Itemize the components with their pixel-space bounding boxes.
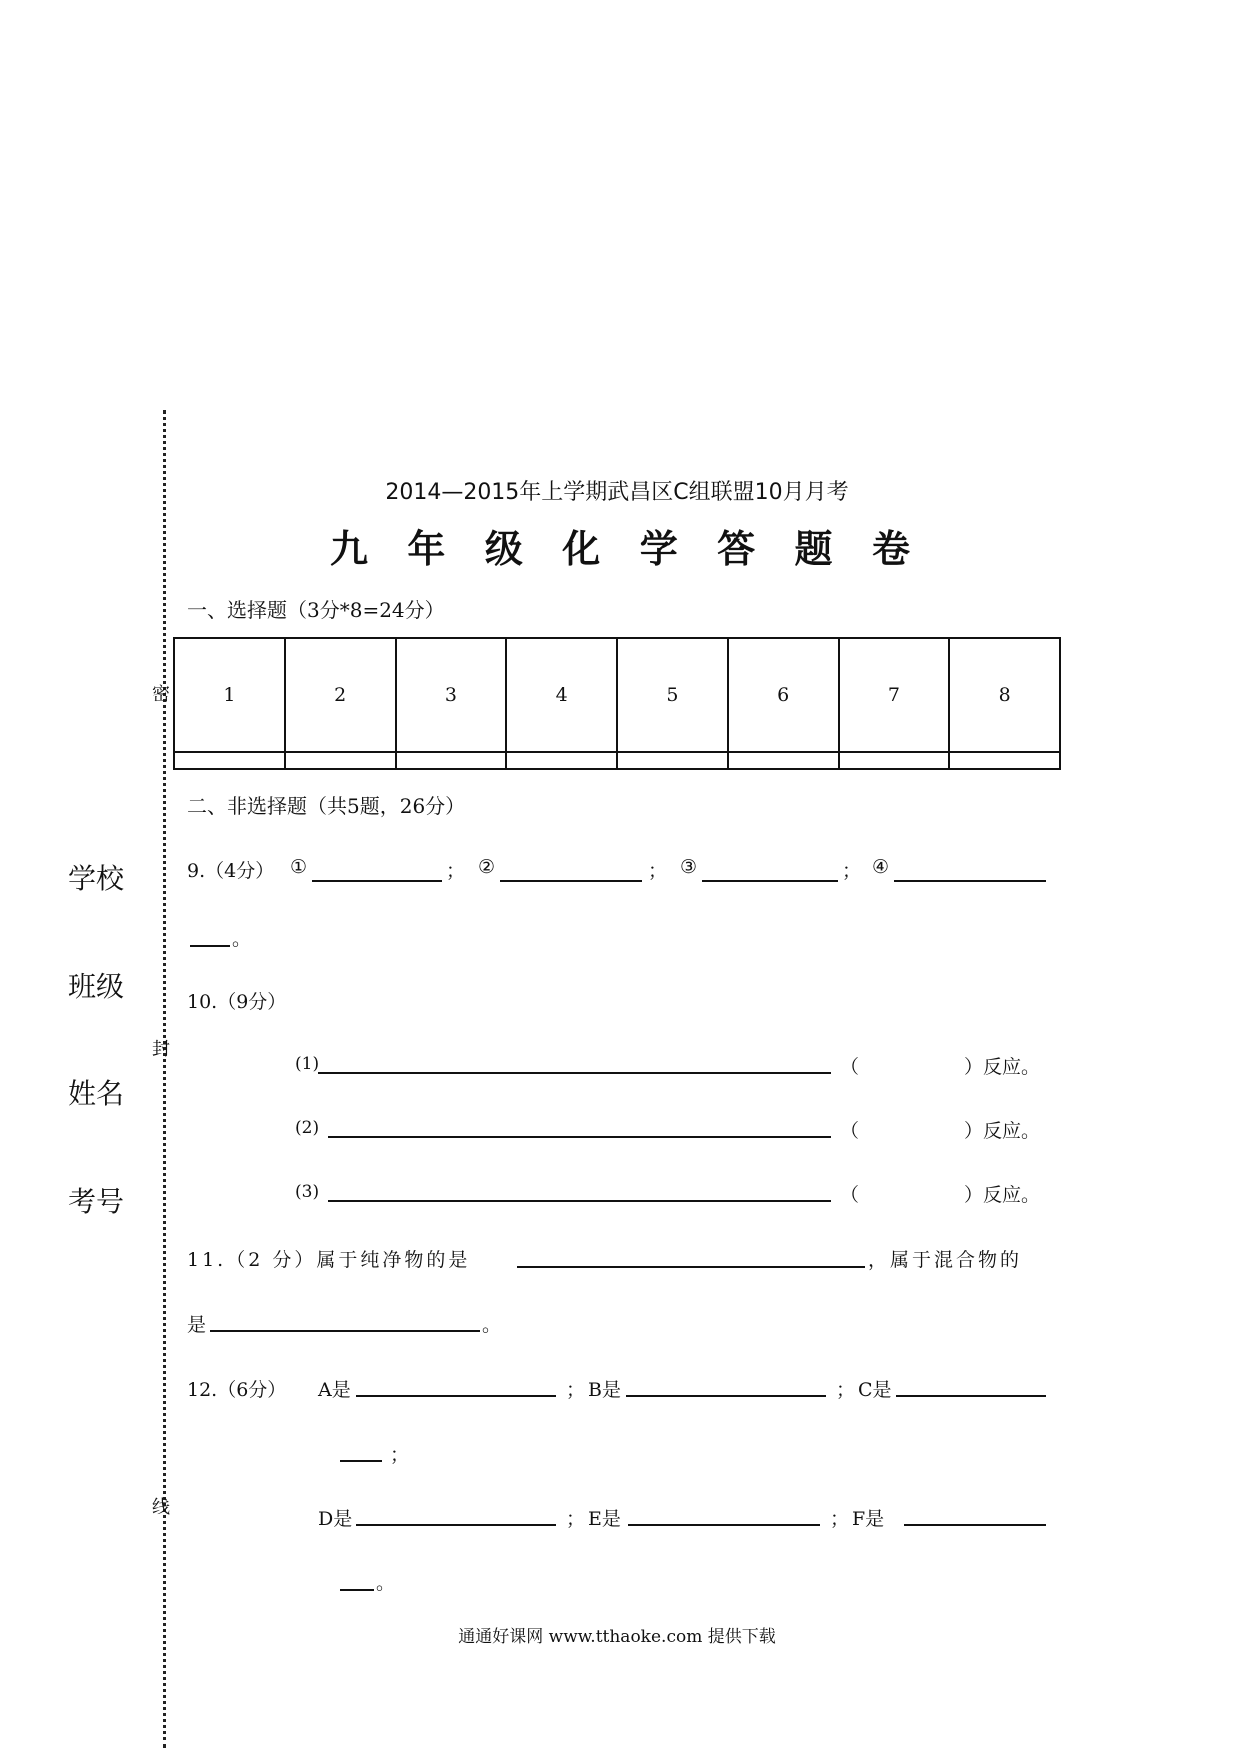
q10-reaction-type-1: ）反应。 bbox=[964, 1056, 1041, 1078]
q12-sep: ； bbox=[390, 1444, 410, 1466]
answer-row bbox=[174, 752, 1060, 769]
q10-label: 10.（9分） bbox=[187, 991, 287, 1013]
q11-end: 。 bbox=[482, 1314, 502, 1336]
q10-reaction-type-3: ）反应。 bbox=[964, 1184, 1041, 1206]
q12-label: 12.（6分） bbox=[187, 1379, 287, 1401]
title-char: 化 bbox=[562, 527, 601, 571]
question-number-cell: 5 bbox=[617, 638, 728, 752]
q10-item-2: (2) bbox=[295, 1118, 320, 1138]
q12-e-label: E是 bbox=[588, 1508, 621, 1530]
title-char: 卷 bbox=[871, 527, 910, 571]
q9-sep: ； bbox=[842, 860, 862, 882]
section1-heading: 一、选择题（3分*8=24分） bbox=[187, 598, 445, 622]
q9-end: 。 bbox=[232, 928, 252, 950]
answer-cell[interactable] bbox=[285, 752, 396, 769]
seal-mark-xian: 线 bbox=[152, 1497, 170, 1518]
q10-equation-2[interactable] bbox=[328, 1136, 831, 1138]
q9-blank-2[interactable] bbox=[500, 880, 642, 882]
q9-blank-1[interactable] bbox=[312, 880, 442, 882]
answer-sheet-title bbox=[330, 518, 910, 573]
question-number-cell: 8 bbox=[949, 638, 1060, 752]
q10-equation-3[interactable] bbox=[328, 1200, 831, 1202]
class-label: 班级 bbox=[68, 970, 125, 1003]
seal-mark-feng: 封 bbox=[152, 1039, 170, 1060]
question-number-cell: 4 bbox=[506, 638, 617, 752]
q12-c-blank-cont[interactable] bbox=[340, 1460, 382, 1462]
q12-f-blank[interactable] bbox=[904, 1524, 1046, 1526]
q10-open-paren: （ bbox=[840, 1184, 860, 1206]
q12-sep: ； bbox=[566, 1379, 586, 1401]
q9-mark-2: ② bbox=[478, 856, 496, 878]
table-header-row bbox=[174, 638, 1060, 752]
title-char: 答 bbox=[717, 527, 756, 571]
q10-item-3: (3) bbox=[295, 1182, 320, 1202]
q12-b-blank[interactable] bbox=[626, 1395, 826, 1397]
q12-f-blank-cont[interactable] bbox=[340, 1589, 374, 1591]
choice-answer-table bbox=[173, 637, 1061, 770]
title-char: 九 bbox=[330, 527, 369, 571]
q11-line2-label: 是 bbox=[187, 1314, 207, 1336]
exam-number-label: 考号 bbox=[68, 1185, 125, 1218]
q12-a-blank[interactable] bbox=[356, 1395, 556, 1397]
q9-sep: ； bbox=[648, 860, 668, 882]
q10-open-paren: （ bbox=[840, 1056, 860, 1078]
q11-label: 11.（2 分）属于纯净物的是 bbox=[187, 1249, 471, 1271]
section2-heading: 二、非选择题（共5题，26分） bbox=[187, 794, 466, 818]
title-char: 学 bbox=[639, 527, 678, 571]
question-number-cell: 1 bbox=[174, 638, 285, 752]
q12-sep: ； bbox=[830, 1508, 850, 1530]
q12-c-label: C是 bbox=[858, 1379, 892, 1401]
q12-end: 。 bbox=[376, 1572, 396, 1594]
q10-reaction-type-2: ）反应。 bbox=[964, 1120, 1041, 1142]
seal-mark-mi: 密 bbox=[152, 684, 170, 705]
q12-f-label: F是 bbox=[852, 1508, 885, 1530]
question-number-cell: 2 bbox=[285, 638, 396, 752]
exam-title: 2014—2015年上学期武昌区C组联盟10月月考 bbox=[385, 480, 849, 505]
q12-sep: ； bbox=[836, 1379, 856, 1401]
answer-cell[interactable] bbox=[396, 752, 507, 769]
answer-cell[interactable] bbox=[506, 752, 617, 769]
answer-cell[interactable] bbox=[174, 752, 285, 769]
q9-mark-1: ① bbox=[290, 856, 308, 878]
q12-c-blank[interactable] bbox=[896, 1395, 1046, 1397]
q11-pure-blank[interactable] bbox=[517, 1266, 865, 1268]
q9-blank-4-cont[interactable] bbox=[190, 945, 230, 947]
q12-a-label: A是 bbox=[318, 1379, 351, 1401]
q12-b-label: B是 bbox=[588, 1379, 621, 1401]
title-char: 题 bbox=[794, 527, 833, 571]
q10-item-1: (1) bbox=[295, 1054, 320, 1074]
q12-sep: ； bbox=[566, 1508, 586, 1530]
question-number-cell: 3 bbox=[396, 638, 507, 752]
school-label: 学校 bbox=[68, 862, 125, 895]
question-number-cell: 6 bbox=[728, 638, 839, 752]
question-number-cell: 7 bbox=[839, 638, 950, 752]
q11-mixture-blank[interactable] bbox=[210, 1330, 480, 1332]
q12-d-blank[interactable] bbox=[356, 1524, 556, 1526]
q9-blank-3[interactable] bbox=[702, 880, 838, 882]
q10-equation-1[interactable] bbox=[318, 1072, 831, 1074]
title-char: 级 bbox=[484, 527, 523, 571]
answer-cell[interactable] bbox=[617, 752, 728, 769]
answer-cell[interactable] bbox=[949, 752, 1060, 769]
q12-d-label: D是 bbox=[318, 1508, 353, 1530]
q9-blank-4[interactable] bbox=[894, 880, 1046, 882]
answer-cell[interactable] bbox=[839, 752, 950, 769]
binding-dotted-line bbox=[163, 410, 166, 1748]
title-char: 年 bbox=[407, 527, 446, 571]
q11-middle: ，属于混合物的 bbox=[868, 1249, 1023, 1271]
q9-sep: ； bbox=[446, 860, 466, 882]
q12-e-blank[interactable] bbox=[628, 1524, 820, 1526]
q10-open-paren: （ bbox=[840, 1120, 860, 1142]
answer-cell[interactable] bbox=[728, 752, 839, 769]
footer-source: 通通好课网 www.tthaoke.com 提供下载 bbox=[458, 1627, 776, 1647]
q9-mark-3: ③ bbox=[680, 856, 698, 878]
q9-mark-4: ④ bbox=[872, 856, 890, 878]
q9-label: 9.（4分） bbox=[187, 860, 275, 882]
name-label: 姓名 bbox=[68, 1077, 125, 1110]
